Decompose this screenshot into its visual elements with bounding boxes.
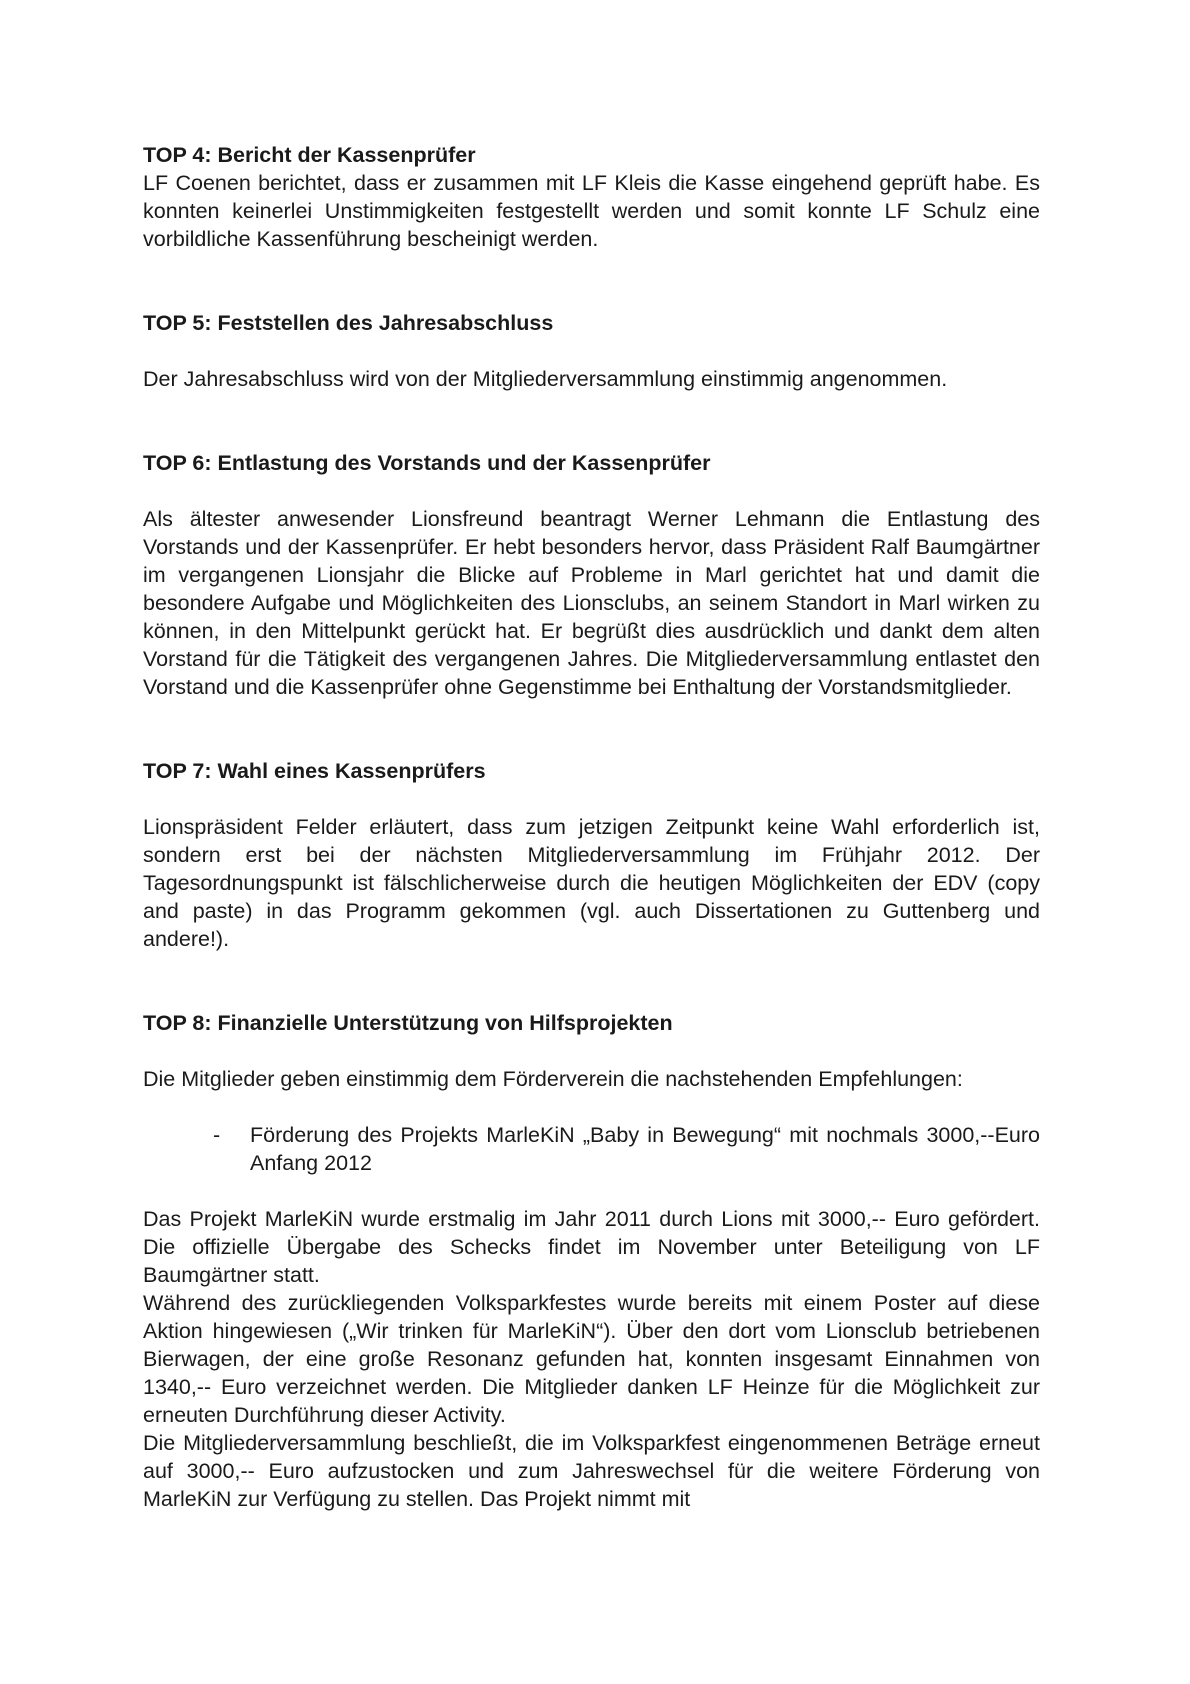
section-paragraph: Als ältester anwesender Lionsfreund beantragt Werner Lehmann die Entlastung des Vorstands und der Kassenprüfer. Er hebt besonders hervor, dass Präsident Ralf Baumgärtner im vergangenen Lionsjahr die Blicke auf Probleme in Marl gerichtet hat und damit die besondere Aufgabe und Möglichkeiten des Lionsclubs, an seinem Standort in Marl wirken zu können, in den Mittelpunkt gerückt hat. Er begrüßt dies ausdrücklich und dankt dem alten Vorstand für die Tätigkeit des vergangenen Jahres. Die Mitgliederversammlung entlastet den Vorstand und die Kassenprüfer ohne Gegenstimme bei Enthaltung der Vorstandsmitglieder.	[143, 507, 1040, 699]
list-item-text: Förderung des Projekts MarleKiN „Baby in Bewegung“ mit nochmals 3000,--Euro Anfang 2012	[250, 1123, 1040, 1175]
section-intro-paragraph: Die Mitglieder geben einstimmig dem Förderverein die nachstehenden Empfehlungen:	[143, 1067, 963, 1091]
section-top5	[143, 309, 1040, 393]
section-top6	[143, 449, 1040, 701]
section-heading: TOP 6: Entlastung des Vorstands und der Kassenprüfer	[143, 451, 711, 475]
section-paragraph: Die Mitgliederversammlung beschließt, die im Volksparkfest eingenommenen Beträge erneut auf 3000,-- Euro aufzustocken und zum Jahreswechsel für die weitere Förderung von MarleKiN zur Verfügung zu stellen. Das Projekt nimmt mit	[143, 1431, 1040, 1511]
section-heading: TOP 4: Bericht der Kassenprüfer	[143, 143, 476, 167]
section-top4	[143, 141, 1040, 253]
section-paragraph: Der Jahresabschluss wird von der Mitgliederversammlung einstimmig angenommen.	[143, 367, 948, 391]
section-paragraph: LF Coenen berichtet, dass er zusammen mit LF Kleis die Kasse eingehend geprüft habe. Es konnten keinerlei Unstimmigkeiten festgestellt werden und somit konnte LF Schulz eine vorbildliche Kassenführung bescheinigt werden.	[143, 171, 1040, 251]
section-top8	[143, 1009, 1040, 1513]
section-paragraph: Das Projekt MarleKiN wurde erstmalig im Jahr 2011 durch Lions mit 3000,-- Euro gefördert. Die offizielle Übergabe des Schecks findet im November unter Beteiligung von LF Baumgärtner statt.	[143, 1207, 1040, 1287]
list-item	[213, 1121, 1040, 1177]
bullet-marker: -	[213, 1123, 221, 1147]
section-paragraph: Während des zurückliegenden Volksparkfestes wurde bereits mit einem Poster auf diese Aktion hingewiesen („Wir trinken für MarleKiN“). Über den dort vom Lionsclub betriebenen Bierwagen, der eine große Resonanz gefunden hat, konnten insgesamt Einnahmen von 1340,-- Euro verzeichnet werden. Die Mitglieder danken LF Heinze für die Möglichkeit zur erneuten Durchführung dieser Activity.	[143, 1291, 1040, 1427]
section-top7	[143, 757, 1040, 953]
section-heading: TOP 8: Finanzielle Unterstützung von Hilfsprojekten	[143, 1011, 673, 1035]
document-body	[143, 141, 1040, 1513]
section-paragraph: Lionspräsident Felder erläutert, dass zum jetzigen Zeitpunkt keine Wahl erforderlich ist, sondern erst bei der nächsten Mitgliederversammlung im Frühjahr 2012. Der Tagesordnungspunkt ist fälschlicherweise durch die heutigen Möglichkeiten der EDV (copy and paste) in das Programm gekommen (vgl. auch Dissertationen zu Guttenberg und andere!).	[143, 815, 1040, 951]
section-heading: TOP 5: Feststellen des Jahresabschluss	[143, 311, 554, 335]
section-heading: TOP 7: Wahl eines Kassenprüfers	[143, 759, 486, 783]
